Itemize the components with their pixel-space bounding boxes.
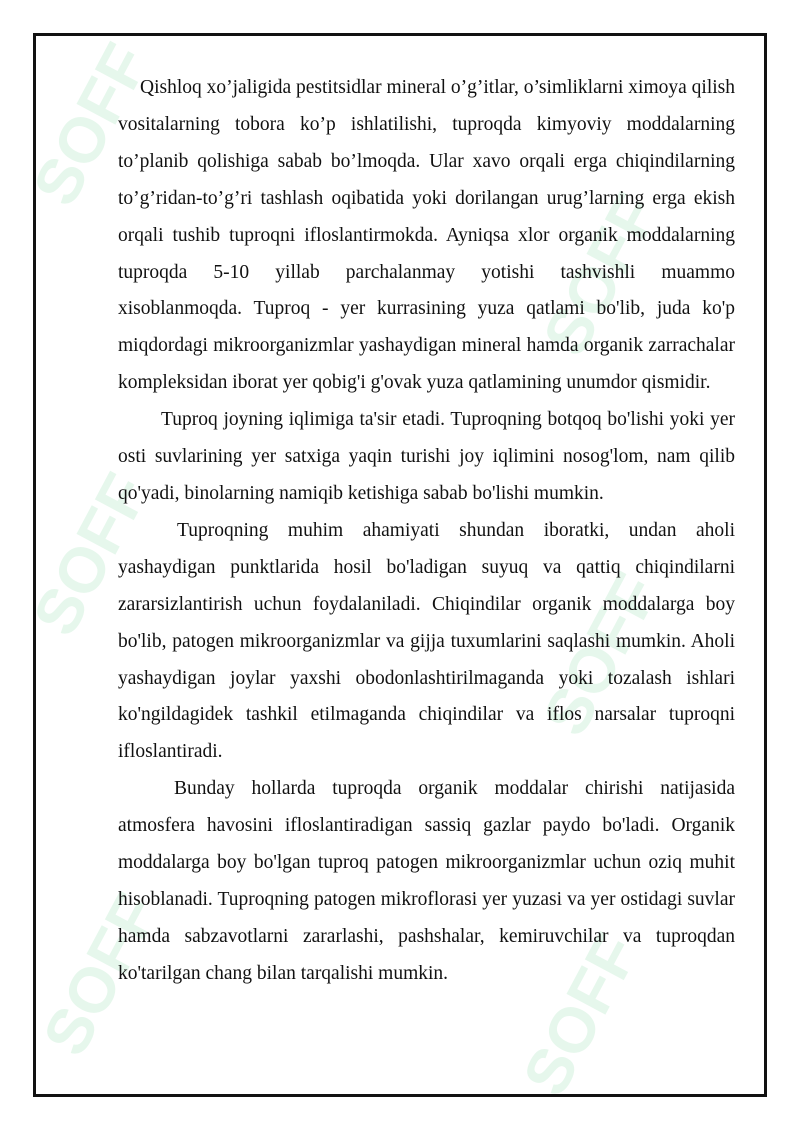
watermark-text: SOFF [528, 562, 673, 747]
paragraph-1: Qishloq xo’jaligida pestitsidlar mineral o’g’itlar, o’simliklarni ximoya qilish vositalarning tobora ko’p ishlatilishi, tuproqda kimyoviy moddalarning to’planib qolishiga sabab bo’lmoqda. Ular xavo orqali erga chiqindilarning to’g’ridan-to’g’ri tashlash oqibatida yoki dorilangan urug’larning erga ekish orqali tushib tuproqni ifloslantirmokda. Ayniqsa xlor organik moddalarning tuproqda 5-10 yillab parchalanmay yotishi tashvishli muammo xisoblanmoqda. Tuproq - yer kurrasining yuza qatlami bo'lib, juda ko'p miqdordagi mikroorganizmlar yashaydigan mineral hamda organik zarrachalar kompleksidan iborat yer qobig'i g'ovak yuza qatlamining unumdor qismidir. [118, 77, 735, 394]
watermark-text: SOFF [508, 922, 653, 1107]
document-body [118, 70, 735, 993]
watermark-text: SOFF [28, 882, 173, 1067]
watermark-text: SOFF [528, 182, 673, 367]
watermark-text: SOFF [18, 462, 163, 647]
paragraph-3: Tuproqning muhim ahamiyati shundan iboratki, undan aholi yashaydigan punktlarida hosil bo'ladigan suyuq va qattiq chiqindilarni zararsizlantirish uchun foydalaniladi. Chiqindilar organik moddalarga boy bo'lib, patogen mikroorganizmlar va gijja tuxumlarini saqlashi mumkin. Aholi yashaydigan joylar yaxshi obodonlashtirilmaganda yoki tozalash ishlari ko'ngildagidek tashkil etilmaganda chiqindilar va iflos narsalar tuproqni ifloslantiradi. [118, 519, 735, 763]
watermark-text: SOFF [18, 32, 163, 217]
paragraph-4: Bunday hollarda tuproqda organik moddalar chirishi natijasida atmosfera havosini ifloslantiradigan sassiq gazlar paydo bo'ladi. Organik moddalarga boy bo'lgan tuproq patogen mikroorganizmlar uchun oziq muhit hisoblanadi. Tuproqning patogen mikroflorasi yer yuzasi va yer ostidagi suvlar hamda sabzavotlarni zararlashi, pashshalar, kemiruvchilar va tuproqdan ko'tarilgan chang bilan tarqalishi mumkin. [118, 778, 735, 984]
paragraph-2: Tuproq joyning iqlimiga ta'sir etadi. Tuproqning botqoq bo'lishi yoki yer osti suvlarining yer satxiga yaqin turishi joy iqlimini nosog'lom, nam qilib qo'yadi, binolarning namiqib ketishiga sabab bo'lishi mumkin. [118, 409, 735, 504]
